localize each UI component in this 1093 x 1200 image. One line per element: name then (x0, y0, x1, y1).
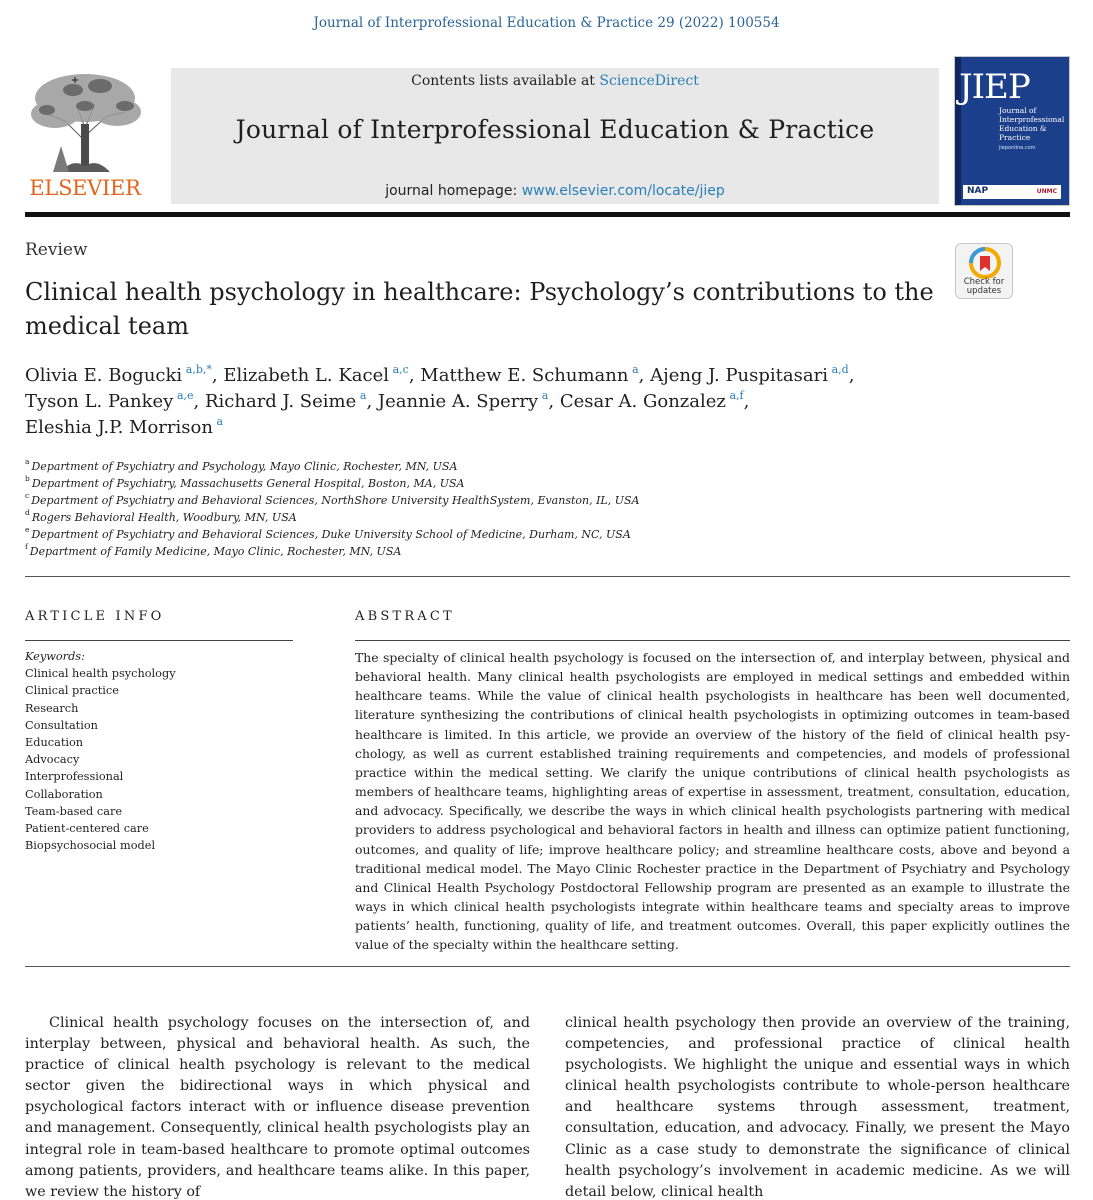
journal-citation[interactable]: Journal of Interprofessional Education & Practice 29 (2022) 100554 (313, 15, 780, 31)
author-name-text: Olivia E. Bogucki (25, 365, 183, 386)
masthead (25, 64, 1070, 204)
contents-prefix: Contents lists available at (411, 73, 595, 89)
author-name[interactable]: Richard J. Seime $^a$, (204, 389, 373, 412)
article-info-rule (25, 640, 293, 641)
keywords-list (25, 648, 176, 854)
affiliation-text: Department of Psychiatry and Behavioral Sciences, NorthShore University HealthSystem, Evanston, IL, USA (31, 494, 640, 508)
author-name-text: Eleshia J.P. Morrison (25, 417, 213, 438)
author-name[interactable]: Jeannie A. Sperry $^a$, (377, 389, 555, 412)
keyword-item: Biopsychosocial model (25, 839, 156, 853)
author-affiliation-marker[interactable]: a (541, 389, 549, 402)
author-name-text: Ajeng J. Puspitasari (650, 365, 828, 386)
homepage-prefix: journal homepage: (385, 183, 518, 199)
affiliation-text: Department of Psychiatry, Massachusetts General Hospital, Boston, MA, USA (31, 477, 465, 491)
affiliation-item (25, 492, 640, 509)
affiliation-key: a (25, 457, 30, 466)
article-info-heading: ARTICLE INFO (25, 609, 165, 624)
keyword-item: Advocacy (25, 753, 80, 767)
author-name-text: Elizabeth L. Kacel (223, 365, 389, 386)
author-name[interactable]: Olivia E. Bogucki $^{a,b,*}$, (25, 363, 218, 386)
affiliation-item (25, 509, 640, 526)
keyword-item: Clinical practice (25, 684, 119, 698)
author-name[interactable]: Cesar A. Gonzalez $^{a,f}$, (559, 389, 750, 412)
cover-line: Education & (999, 124, 1047, 133)
affiliation-key: d (25, 508, 30, 518)
author-name[interactable]: Matthew E. Schumann $^a$, (420, 363, 645, 386)
keyword-item: Clinical health psychology (25, 667, 176, 681)
journal-homepage-link[interactable]: www.elsevier.com/locate/jiep (521, 183, 725, 199)
check-updates-line: Check for (963, 277, 1005, 287)
author-affiliation-marker[interactable]: a (359, 389, 367, 402)
author-name-text: Richard J. Seime (204, 391, 357, 412)
affiliation-item (25, 475, 640, 492)
affiliation-item (25, 458, 640, 475)
keyword-item: Research (25, 701, 79, 715)
cover-abbrev: JIEP (959, 67, 1030, 107)
elsevier-wordmark[interactable]: ELSEVIER (29, 176, 141, 200)
cover-line: Interprofessional (999, 115, 1065, 124)
author-affiliation-marker[interactable]: a,c (392, 363, 409, 376)
body-text-left-column: Clinical health psychology focuses on the intersection of, and interplay between, physical and behavioral health. As such, the practice of clinical health psychology is relevant to the medical sector given the bidirectional ways in which physical and psychological factors interact with or influence disease prevention and management. Consequently, clinical health psychologists play an integral role in team-based healthcare to promote optimal outcomes among patients, providers, and healthcare teams alike. In this paper, we review the history of (25, 1015, 530, 1200)
affiliation-text: Department of Psychiatry and Behavioral Sciences, Duke University School of Medicine, Durham, NC, USA (31, 528, 631, 542)
check-for-updates-button[interactable] (955, 243, 1013, 299)
author-name-text: Jeannie A. Sperry (377, 391, 539, 412)
author-affiliation-marker[interactable]: a,e (176, 389, 194, 402)
unmc-logo: UNMC (1036, 188, 1057, 195)
affiliation-list (25, 458, 640, 561)
keywords-label: Keywords: (25, 650, 85, 663)
cover-small-url: jieponline.com (999, 145, 1036, 151)
author-name[interactable]: Tyson L. Pankey $^{a,e}$, (25, 389, 200, 412)
abstract-heading: ABSTRACT (355, 609, 455, 624)
author-affiliation-marker[interactable]: a,d (831, 363, 849, 376)
author-name[interactable]: Elizabeth L. Kacel $^{a,c}$, (223, 363, 415, 386)
keyword-item: Collaboration (25, 787, 103, 801)
article-title: Clinical health psychology in healthcare: Psychology’s contributions to the medical team (25, 278, 934, 340)
affiliation-text: Department of Family Medicine, Mayo Clinic, Rochester, MN, USA (29, 545, 402, 559)
nap-logo: NAP (967, 186, 989, 196)
author-name-text: Tyson L. Pankey (25, 391, 174, 412)
cover-line: Journal of (999, 106, 1037, 115)
author-affiliation-marker[interactable]: a,f (729, 389, 744, 402)
affiliation-key: e (25, 525, 30, 535)
keyword-item: Team-based care (25, 804, 123, 818)
author-name-text: Matthew E. Schumann (420, 365, 629, 386)
keyword-item: Patient-centered care (25, 822, 149, 836)
author-list (25, 363, 1025, 441)
homepage-line (171, 183, 939, 199)
affiliation-key: f (25, 542, 28, 552)
journal-title: Journal of Interprofessional Education & Practice (235, 115, 875, 144)
check-updates-line: updates (966, 286, 1002, 296)
cover-line: Practice (999, 133, 1031, 142)
cover-subtitle (999, 106, 1070, 142)
keyword-item: Education (25, 736, 84, 750)
cover-footer (963, 185, 1061, 199)
abstract-rule (355, 640, 1070, 641)
body-text-right-column: clinical health psychology then provide an overview of the training, competencies, and professional practice of clinical health psychologists. We highlight the unique and essential ways in which clinical health psychologists contribute to whole-person healthcare and healthcare systems through assessment, treatment, consultation, education, and advocacy. Finally, we present the Mayo Clinic as a case study to demonstrate the significance of clinical health psychology’s involvement in academic medicine. As we will detail below, clinical health (565, 1015, 1070, 1200)
affiliation-item (25, 543, 640, 560)
affiliation-text: Rogers Behavioral Health, Woodbury, MN, USA (31, 511, 297, 525)
contents-line (171, 73, 939, 89)
journal-cover-image[interactable] (954, 56, 1070, 206)
header-rule (25, 212, 1070, 217)
section-rule (25, 576, 1070, 577)
check-updates-icon (966, 247, 1004, 279)
check-updates-label (956, 278, 1012, 296)
author-name[interactable] (25, 417, 223, 438)
article-type: Review (25, 240, 88, 260)
abstract-bottom-rule (25, 966, 1070, 967)
masthead-band (171, 68, 939, 204)
author-name-text: Cesar A. Gonzalez (559, 391, 726, 412)
affiliation-text: Department of Psychiatry and Psychology, Mayo Clinic, Rochester, MN, USA (31, 460, 458, 473)
author-affiliation-marker[interactable]: a (216, 415, 224, 428)
sciencedirect-link[interactable]: ScienceDirect (599, 73, 699, 89)
affiliation-key: c (25, 491, 30, 501)
author-name[interactable]: Ajeng J. Puspitasari $^{a,d}$, (650, 363, 855, 386)
abstract-text: The specialty of clinical health psychology is focused on the intersection of, and interplay between, physical and behavioral health. Many clinical health psychologists are employed in medical settings and embedded within healthcare teams. While the value of clinical health psychologists in healthcare has been well documented, literature synthesizing the contributions of clinical health psychologists in optimizing outcomes in team-based healthcare is limited. In this article, we provide an overview of the history of the field of clinical health psychology, as well as current established training requirements and competencies, and models of professional practice within the medical setting. We clarify the unique contributions of clinical health psychologists as members of healthcare teams, highlighting areas of expertise in assessment, treatment, consultation, education, and advocacy. Specifically, we describe the ways in which clinical health psychologists partnering with medical providers to address psychological and behavioral factors in health and illness can optimize patient functioning, outcomes, and quality of life; improve healthcare policy; and streamline healthcare costs, above and beyond a traditional medical model. The Mayo Clinic Rochester practice in the Department of Psychiatry and Psychology and Clinical Health Psychology Postdoctoral Fellowship program are presented as an example to illustrate the ways in which clinical health psychologists integrate within healthcare teams and specialty areas to improve patients’ health, functioning, quality of life, and treatment outcomes. Overall, this paper explicitly outlines the value of the specialty within the healthcare setting. (355, 650, 1070, 953)
author-affiliation-marker[interactable]: a,b,* (185, 363, 212, 376)
keyword-item: Consultation (25, 718, 98, 732)
keyword-item: Interprofessional (25, 770, 124, 784)
affiliation-key: b (25, 474, 30, 484)
author-affiliation-marker[interactable]: a (632, 363, 639, 376)
affiliation-item (25, 526, 640, 543)
